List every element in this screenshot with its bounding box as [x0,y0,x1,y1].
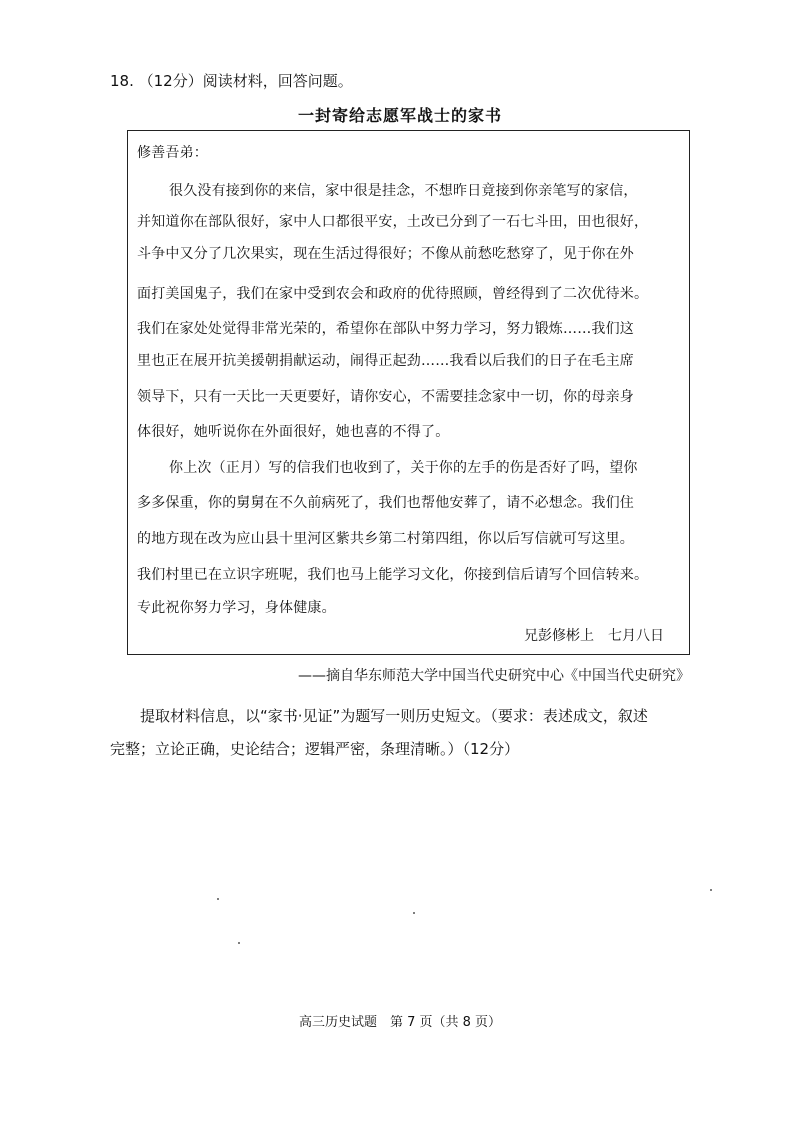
scan-speck [217,898,219,900]
letter-line: 体很好，她听说你在外面很好，她也喜的不得了。 [137,424,450,440]
scan-speck [238,942,240,944]
letter-line: 领导下，只有一天比一天更要好，请你安心，不需要挂念家中一切，你的母亲身 [137,389,634,405]
letter-line: 多多保重，你的舅舅在不久前病死了，我们也帮他安葬了，请不必想念。我们住 [137,495,634,511]
letter-line: 并知道你在部队很好，家中人口都很平安，土改已分到了一石七斗田，田也很好， [137,214,649,230]
letter-line: 里也正在展开抗美援朝捐献运动，闹得正起劲……我看以后我们的日子在毛主席 [137,353,634,369]
scan-speck [710,889,712,891]
letter-line: 我们村里已在立识字班呢，我们也马上能学习文化，你接到信后请写个回信转来。 [137,567,649,583]
page-footer: 高三历史试题 第 7 页（共 8 页） [298,1015,502,1030]
scan-speck [413,912,415,914]
letter-line: 我们在家处处觉得非常光荣的，希望你在部队中努力学习，努力锻炼……我们这 [137,321,634,337]
letter-line: 很久没有接到你的来信，家中很是挂念，不想昨日竟接到你亲笔写的家信， [169,183,638,199]
letter-line: 你上次（正月）写的信我们也收到了，关于你的左手的伤是否好了吗，望你 [169,460,638,476]
question-header: 18. （12分）阅读材料，回答问题。 [110,72,353,90]
letter-line: 面打美国鬼子，我们在家中受到农会和政府的优待照顾，曾经得到了二次优待米。 [137,286,649,302]
instruction-line-2: 完整；立论正确，史论结合；逻辑严密，条理清晰。）（12分） [110,740,520,758]
letter-title: 一封寄给志愿军战士的家书 [297,106,502,125]
letter-line: 的地方现在改为应山县十里河区紫共乡第二村第四组，你以后写信就可写这里。 [137,531,634,547]
letter-line: 斗争中又分了几次果实，现在生活过得很好；不像从前愁吃愁穿了，见于你在外 [137,246,634,262]
instruction-line-1: 提取材料信息，以“家书·见证”为题写一则历史短文。（要求：表述成文，叙述 [140,707,648,725]
letter-signature: 兄彭修彬上 七月八日 [524,628,664,644]
letter-salutation: 修善吾弟： [137,145,208,161]
letter-line: 专此祝你努力学习，身体健康。 [137,600,336,616]
source-citation: ——摘自华东师范大学中国当代史研究中心《中国当代史研究》 [298,668,690,684]
